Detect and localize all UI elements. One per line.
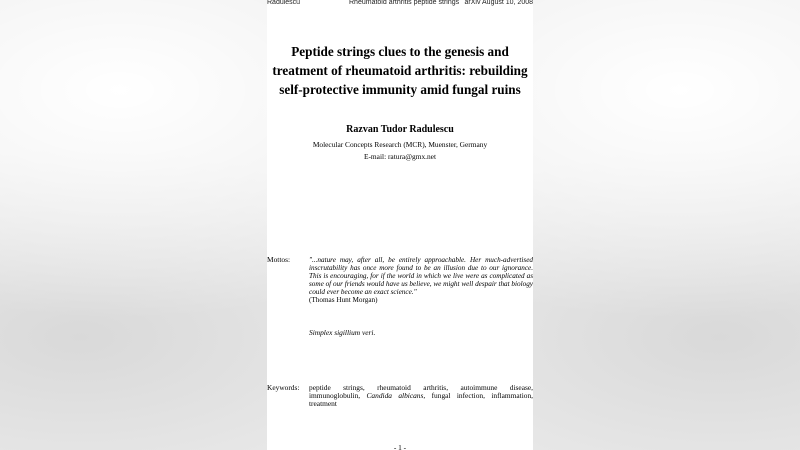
document-page bbox=[267, 0, 533, 450]
title-line: treatment of rheumatoid arthritis: rebuilding bbox=[272, 63, 528, 78]
mottos-label: Mottos: bbox=[267, 255, 290, 264]
motto-quote: "...nature may, after all, be entirely approachable. Her much-advertised inscrutability has once more found to be an illusion due to our ignorance. This is encouraging, for if the world in which we live were as complicated as some of our friends would have us believe, we might well despair that biology could ever become an exact science." bbox=[309, 256, 533, 296]
email: E-mail: ratura@gmx.net bbox=[363, 152, 437, 161]
keywords-part: peptide strings, rheumatoid arthritis, autoimmune disease, immunoglobulin, bbox=[309, 383, 533, 400]
keywords-part: , fungal infection, inflammation, treatment bbox=[309, 391, 533, 408]
affiliation: Molecular Concepts Research (MCR), Muenster, Germany bbox=[312, 140, 488, 149]
motto-attribution: (Thomas Hunt Morgan) bbox=[309, 296, 378, 304]
title-line: self-protective immunity amid fungal ruins bbox=[279, 82, 521, 97]
motto-second: Simplex sigillium veri. bbox=[309, 328, 376, 337]
running-header bbox=[267, 0, 533, 10]
author-name: Razvan Tudor Radulescu bbox=[346, 124, 454, 135]
keywords-italic: Candida albicans bbox=[366, 391, 424, 400]
keywords-label: Keywords: bbox=[267, 383, 300, 392]
paper-title bbox=[267, 42, 533, 99]
title-line: Peptide strings clues to the genesis and bbox=[291, 44, 509, 59]
header-author: Radulescu bbox=[267, 0, 301, 6]
motto-block bbox=[309, 256, 533, 304]
keywords-text bbox=[309, 384, 533, 408]
header-title: Rheumatoid arthritis peptide strings bbox=[349, 0, 460, 6]
page-number: - 1 - bbox=[393, 443, 407, 450]
header-date: arXiv August 10, 2008 bbox=[464, 0, 533, 6]
